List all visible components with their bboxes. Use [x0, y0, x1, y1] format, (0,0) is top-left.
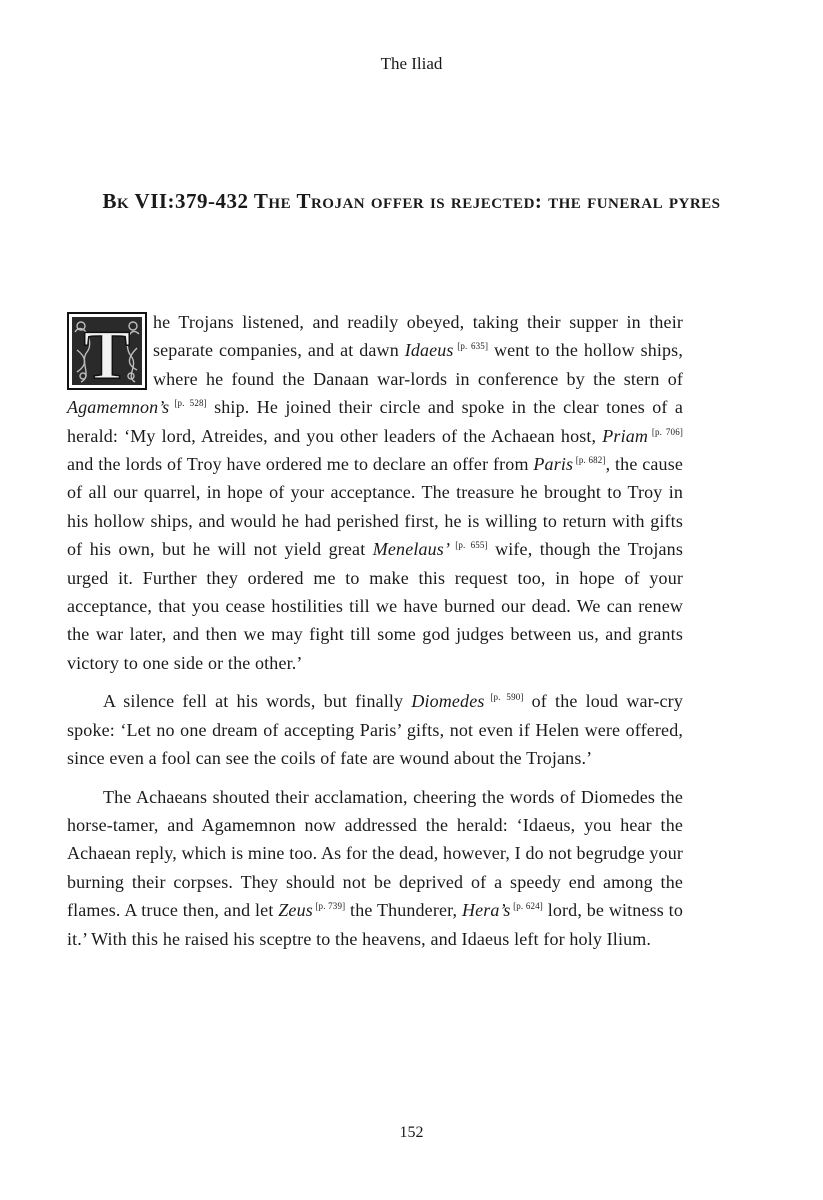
text-run: went to the hollow ships, where he found the Danaan war-lords in conference by the stern of [153, 340, 683, 389]
italic-name: Agamemnon’s [67, 397, 170, 418]
paragraph [67, 308, 683, 677]
text-run: he Trojans listened, and readily obeyed, taking their supper in their separate companies, and at dawn [153, 312, 683, 361]
italic-name: Menelaus’ [372, 539, 451, 560]
italic-name: Paris [533, 454, 574, 475]
italic-name: Idaeus [404, 340, 454, 361]
italic-name: Zeus [278, 900, 313, 921]
paragraph [67, 687, 683, 772]
page-reference: [p. 706] [648, 426, 683, 437]
paragraphs [67, 308, 683, 953]
page-reference: [p. 528] [169, 398, 207, 409]
text-run: of the loud war-cry spoke: ‘Let no one dream of accepting Paris’ gifts, not even if Helen were offered, since even a fool can see the coils of fate are wound about the Trojans.’ [67, 691, 683, 769]
page-reference: [p. 739] [312, 901, 346, 912]
text-run: and the lords of Troy have ordered me to declare an offer from [67, 454, 534, 475]
page-reference: [p. 590] [484, 692, 524, 703]
italic-name: Hera’s [461, 900, 511, 921]
text-run: The Achaeans shouted their acclamation, cheering the words of Diomedes the horse-tamer, and Agamemnon now addressed the herald: ‘Idaeus, you hear the Achaean reply, which is mine too. As for the dead, however, I do not begrudge your burning their corpses. They should not be deprived of a speedy end among the flames. A truce then, and let [67, 786, 683, 921]
page-reference: [p. 655] [450, 540, 488, 551]
text-run: ship. He joined their circle and spoke in the clear tones of a herald: ‘My lord, Atreides, and you other leaders of the Achaean host, [67, 397, 683, 446]
text-run: wife, though the Trojans urged it. Further they ordered me to make this request too, in hope of your acceptance, that you cease hostilities till we have burned our dead. We can renew the war later, and then we may fight till some god judges between us, and grants victory to one side or the other.’ [67, 539, 683, 673]
page-reference: [p. 635] [453, 341, 489, 352]
paragraph [67, 783, 683, 953]
text-run: lord, be witness to it.’ With this he raised his sceptre to the heavens, and Idaeus left for holy Ilium. [67, 900, 683, 949]
italic-name: Priam [602, 425, 649, 446]
body-text [67, 308, 683, 963]
text-run: , the cause of all our quarrel, in hope of your acceptance. The treasure he brought to Troy in his hollow ships, and would he had perished first, he is willing to return with gifts of his own, but he will not yield great [67, 454, 683, 560]
text-run: the Thunderer, [345, 900, 462, 921]
running-head: The Iliad [380, 54, 443, 73]
dropcap-letter: T [83, 317, 131, 390]
italic-name: Diomedes [411, 691, 485, 712]
page-reference: [p. 682] [573, 455, 606, 466]
page-reference: [p. 624] [510, 901, 543, 912]
text-run: A silence fell at his words, but finally [103, 691, 412, 712]
chapter-title: Bk VII:379-432 The Trojan offer is rejected: the funeral pyres [102, 189, 721, 213]
decorative-dropcap [67, 312, 147, 390]
page-number: 152 [399, 1124, 424, 1141]
